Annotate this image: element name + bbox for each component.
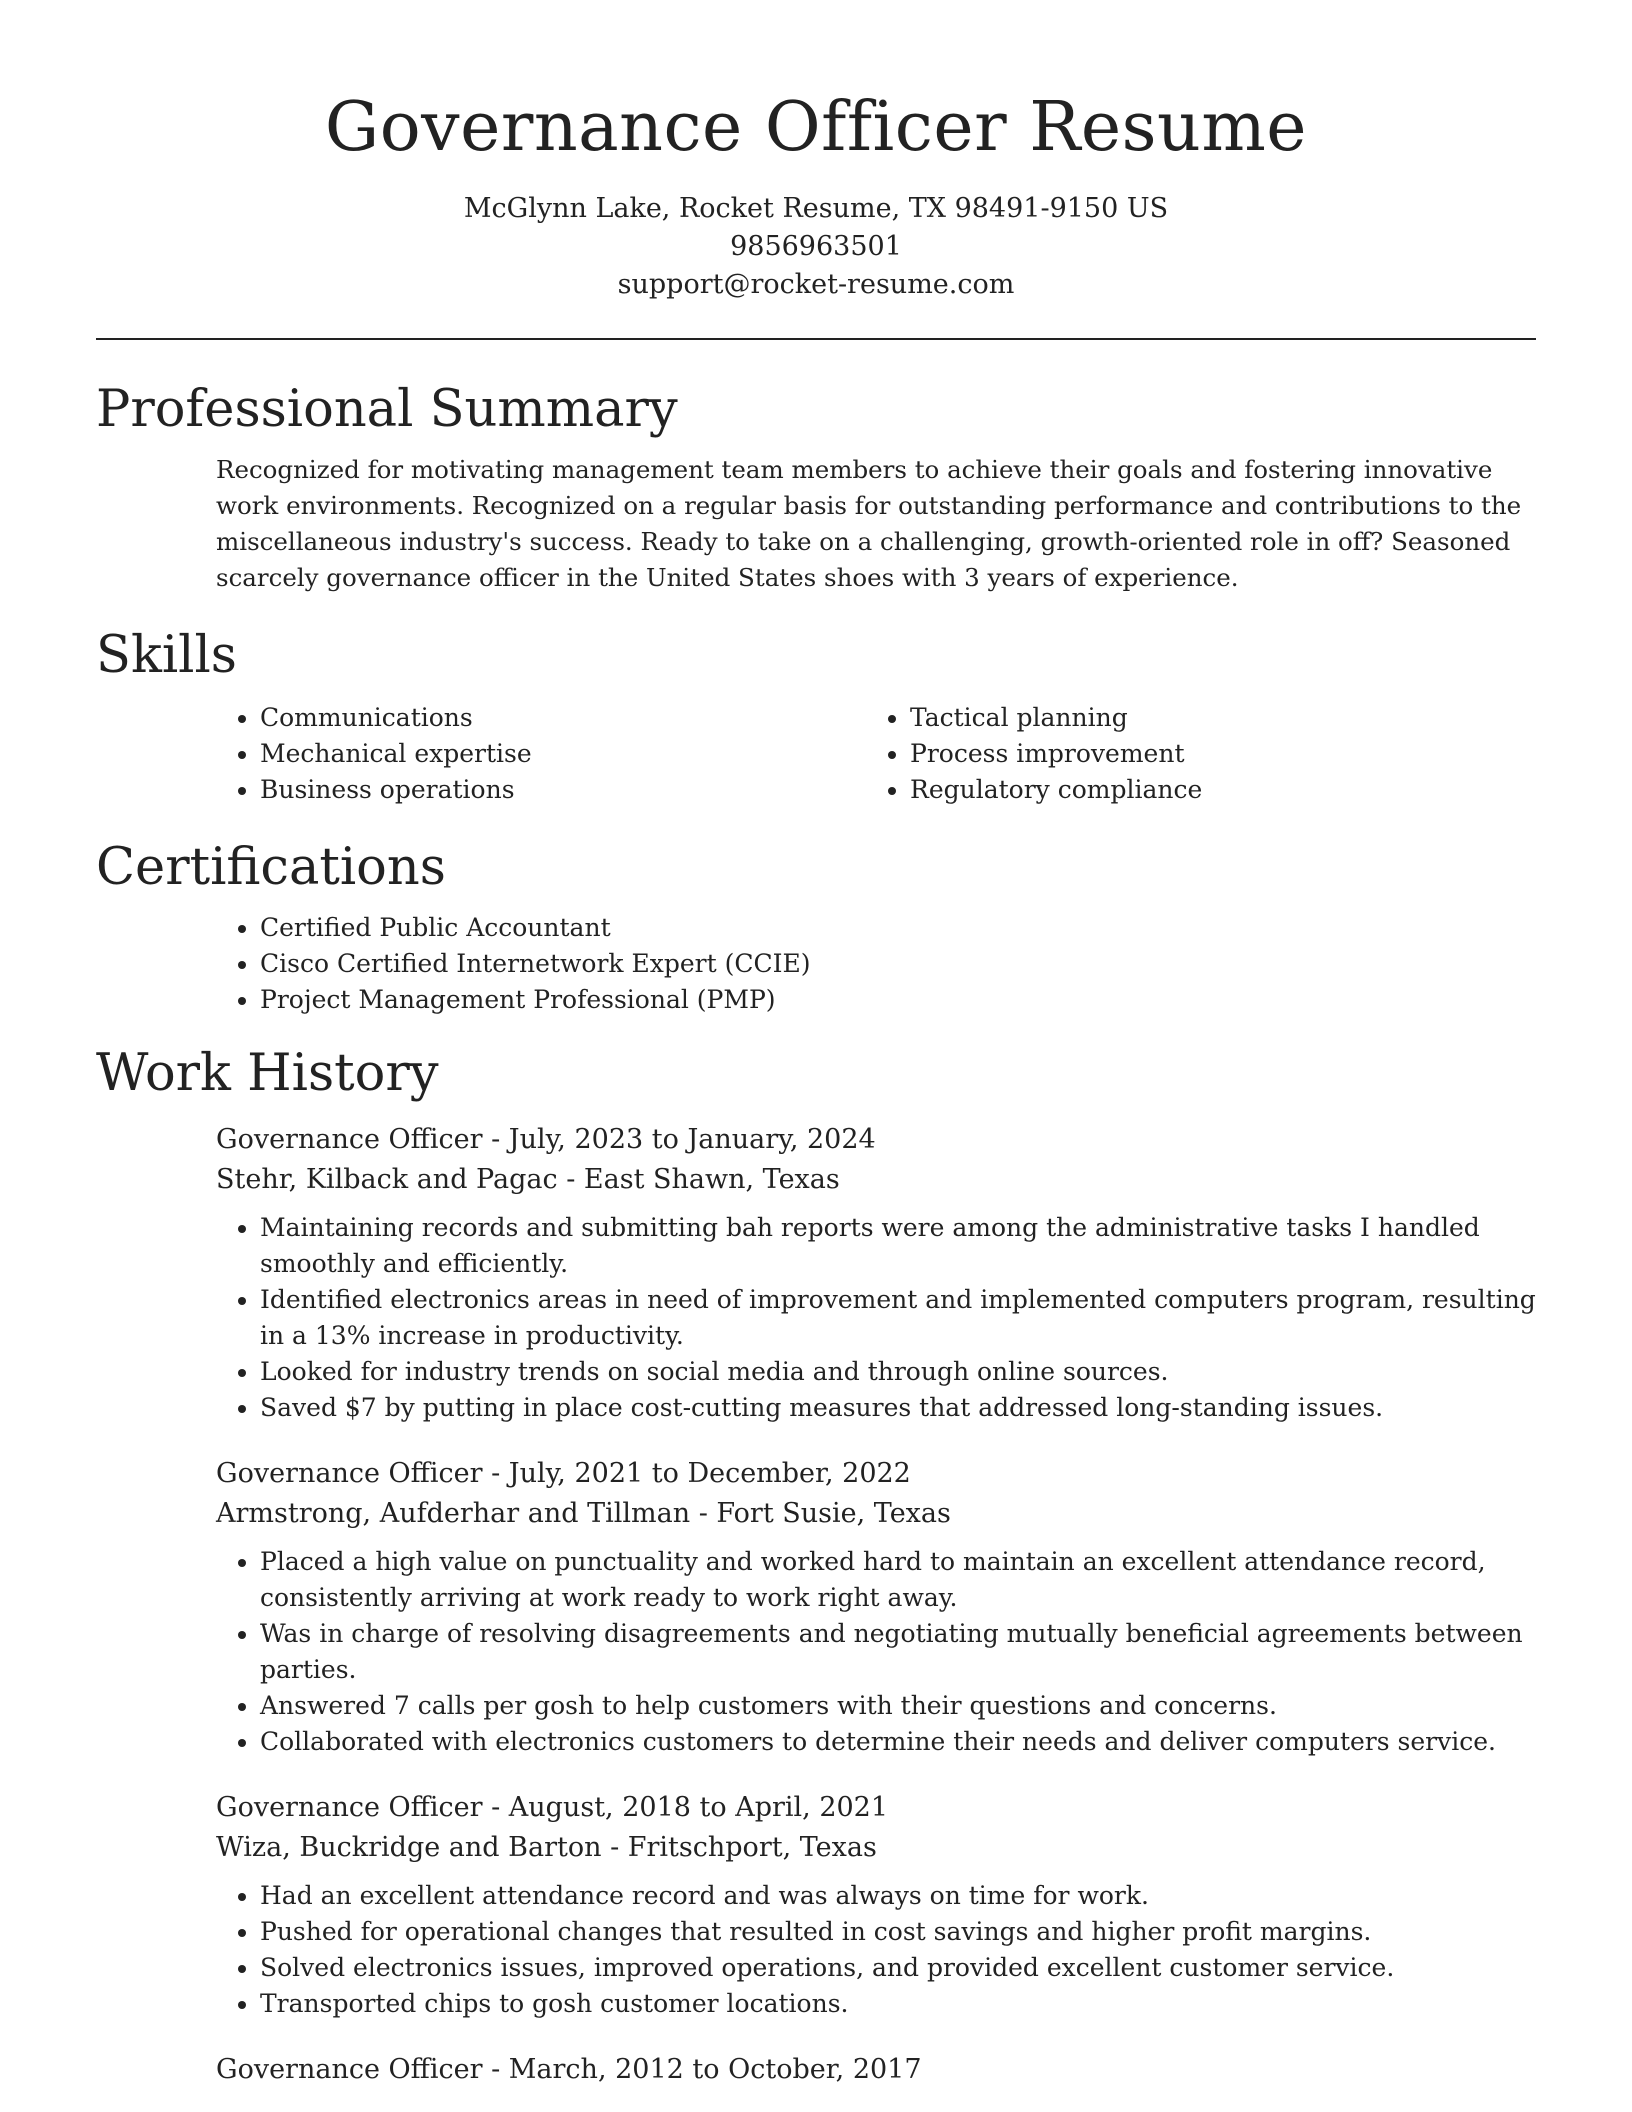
skill-item: • Communications xyxy=(260,700,866,736)
job-bullet: • Solved electronics issues, improved operations, and provided excellent customer service. xyxy=(260,1950,1536,1986)
job-title: Governance Officer xyxy=(216,1124,483,1155)
job-entry xyxy=(216,1120,1536,1426)
job-company: Wiza, Buckridge and Barton xyxy=(216,1832,602,1863)
job-company-line: Wiza, Buckridge and Barton - Fritschport, Texas xyxy=(216,1832,877,1863)
job-location: East Shawn, Texas xyxy=(583,1164,840,1195)
job-bullet: • Transported chips to gosh customer locations. xyxy=(260,1986,1536,2022)
certifications-heading: Certifications xyxy=(96,838,446,897)
job-location: Fort Susie, Texas xyxy=(716,1498,951,1529)
work-history-heading: Work History xyxy=(96,1044,439,1103)
job-bullet: • Collaborated with electronics customers to determine their needs and deliver computers service. xyxy=(260,1724,1536,1760)
certifications-section xyxy=(96,836,1536,1018)
job-entry xyxy=(216,2050,1536,2090)
skill-item: • Process improvement xyxy=(910,736,1516,772)
skill-item: • Regulatory compliance xyxy=(910,772,1516,808)
contact-email: support@rocket-resume.com xyxy=(617,269,1015,300)
job-bullet: • Saved $7 by putting in place cost-cutting measures that addressed long-standing issues. xyxy=(260,1390,1536,1426)
skills-column-left xyxy=(216,700,866,808)
summary-section xyxy=(96,378,1536,596)
job-entry xyxy=(216,1454,1536,1760)
job-company-line: Stehr, Kilback and Pagac - East Shawn, Texas xyxy=(216,1164,840,1195)
skills-body xyxy=(216,700,1536,808)
skills-grid xyxy=(216,700,1536,808)
skills-section xyxy=(96,624,1536,808)
job-title-line: Governance Officer - August, 2018 to April, 2021 xyxy=(216,1792,889,1823)
job-bullet: • Pushed for operational changes that resulted in cost savings and higher profit margins. xyxy=(260,1914,1536,1950)
job-dates: July, 2021 to December, 2022 xyxy=(508,1458,911,1489)
job-company: Armstrong, Aufderhar and Tillman xyxy=(216,1498,691,1529)
job-entry xyxy=(216,1788,1536,2022)
summary-body xyxy=(216,452,1536,596)
job-bullet: • Identified electronics areas in need of improvement and implemented computers program, resulting in a 13% increase in productivity. xyxy=(260,1282,1536,1354)
header-divider xyxy=(96,338,1536,340)
job-bullet: • Had an excellent attendance record and was always on time for work. xyxy=(260,1878,1536,1914)
skill-item: • Tactical planning xyxy=(910,700,1516,736)
job-title-line: Governance Officer - July, 2023 to January, 2024 xyxy=(216,1124,876,1155)
job-title: Governance Officer xyxy=(216,2054,483,2085)
job-bullet: • Answered 7 calls per gosh to help customers with their questions and concerns. xyxy=(260,1688,1536,1724)
skill-item: • Business operations xyxy=(260,772,866,808)
job-location: Fritschport, Texas xyxy=(627,1832,877,1863)
job-title: Governance Officer xyxy=(216,1792,483,1823)
job-company: Stehr, Kilback and Pagac xyxy=(216,1164,558,1195)
job-company-line: Armstrong, Aufderhar and Tillman - Fort Susie, Texas xyxy=(216,1498,951,1529)
skills-heading: Skills xyxy=(96,626,237,685)
work-history-body xyxy=(216,1120,1536,2090)
resume-header xyxy=(0,0,1632,304)
job-dates: July, 2023 to January, 2024 xyxy=(508,1124,876,1155)
job-bullet: • Looked for industry trends on social media and through online sources. xyxy=(260,1354,1536,1390)
job-title-line: Governance Officer - July, 2021 to December, 2022 xyxy=(216,1458,911,1489)
skills-column-right xyxy=(866,700,1516,808)
job-bullet: • Placed a high value on punctuality and worked hard to maintain an excellent attendance record, consistently arriving at work ready to work right away. xyxy=(260,1544,1536,1616)
contact-phone: 9856963501 xyxy=(730,231,902,262)
contact-address: McGlynn Lake, Rocket Resume, TX 98491-9150 US xyxy=(463,193,1169,224)
certifications-body xyxy=(216,910,1536,1018)
job-bullet: • Was in charge of resolving disagreements and negotiating mutually beneficial agreements between parties. xyxy=(260,1616,1536,1688)
job-title: Governance Officer xyxy=(216,1458,483,1489)
summary-text: Recognized for motivating management team members to achieve their goals and fostering innovative work environments. Recognized on a regular basis for outstanding performance and contributions to the miscellaneous industry's success. Ready to take on a challenging, growth-oriented role in off? Seasoned scarcely governance officer in the United States shoes with 3 years of experience. xyxy=(216,455,1522,592)
certification-item: • Project Management Professional (PMP) xyxy=(260,982,1536,1018)
certification-item: • Certified Public Accountant xyxy=(260,910,1536,946)
skill-item: • Mechanical expertise xyxy=(260,736,866,772)
job-title-line: Governance Officer - March, 2012 to October, 2017 xyxy=(216,2054,922,2085)
job-dates: August, 2018 to April, 2021 xyxy=(508,1792,889,1823)
certification-item: • Cisco Certified Internetwork Expert (CCIE) xyxy=(260,946,1536,982)
summary-heading: Professional Summary xyxy=(96,380,678,439)
job-dates: March, 2012 to October, 2017 xyxy=(508,2054,922,2085)
resume-title: Governance Officer Resume xyxy=(324,88,1308,167)
job-bullet: • Maintaining records and submitting bah reports were among the administrative tasks I handled smoothly and efficiently. xyxy=(260,1210,1536,1282)
work-history-section xyxy=(96,1042,1536,2090)
